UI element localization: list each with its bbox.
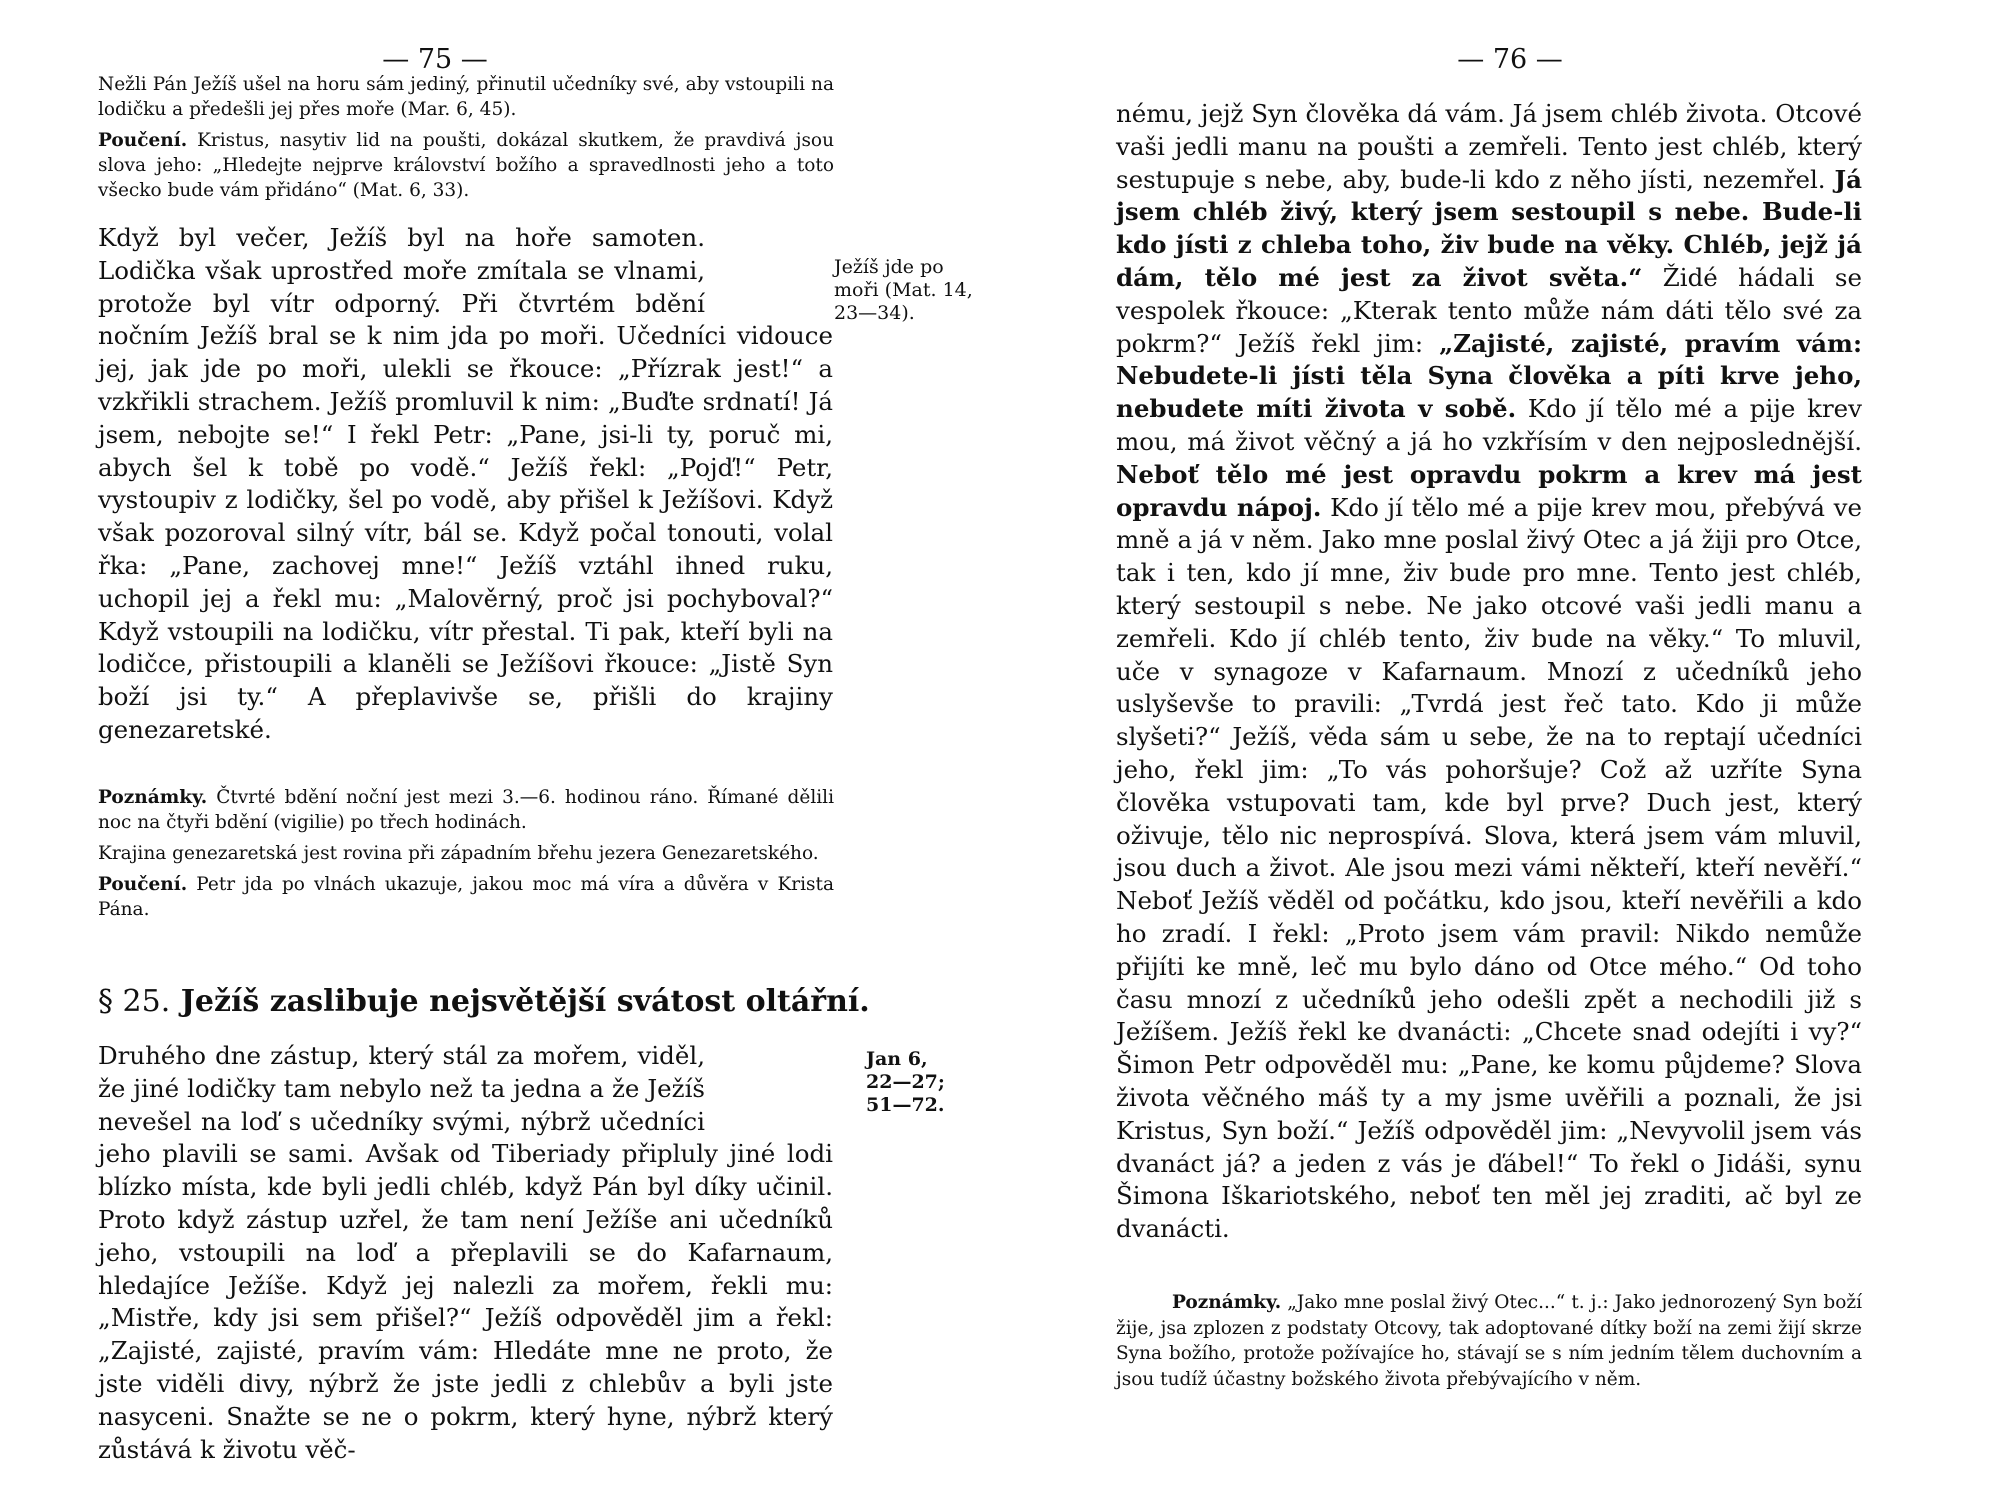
section-paragraph	[98, 1040, 833, 1466]
section-heading	[98, 982, 870, 1022]
margin-reference-2: Jan 6, 22—27; 51—72.	[866, 1048, 945, 1116]
bold-segment-3: Neboť tělo mé jest opravdu pokrm a krev má jest opravdu nápoj.	[1116, 459, 1862, 522]
margin-spacer-2	[705, 1040, 833, 1138]
right-page	[997, 0, 1994, 1500]
story-column	[98, 222, 833, 747]
bold-segment-1: Já jsem chléb živý, který jsem sestoupil s nebe. Bude-li kdo jísti z chleba toho, živ bude na věky. Chléb, jejž já dám, tělo mé jest za život světa.“	[1116, 164, 1862, 292]
pouceni-text-2: Petr jda po vlnách ukazuje, jakou moc má víra a důvěra v Krista Pána.	[98, 874, 834, 920]
text-segment-3: Kdo jí tělo mé a pije krev mou, má život věčný a já ho vzkřísím v den nejposlednější.	[1116, 394, 1862, 456]
section-number: § 25.	[98, 984, 171, 1019]
poznamky-label: Poznámky.	[1172, 1292, 1282, 1313]
pouceni-note	[98, 128, 834, 203]
main-paragraph	[1116, 98, 1862, 1246]
section-column	[98, 1040, 833, 1466]
poznamky-note	[98, 785, 834, 835]
margin-spacer	[705, 222, 833, 312]
bold-segment-2: „Zajisté, zajisté, pravím vám: Nebudete-li jísti těla Syna člověka a píti krve jeho, nebudete míti života v sobě.	[1116, 328, 1863, 424]
poznamky-label: Poznámky.	[98, 787, 208, 808]
text-segment-4: Kdo jí tělo mé a pije krev mou, přebývá ve mně a já v něm. Jako mne poslal živý Otec a já žiji pro Otce, tak i ten, kdo jí mne, živ bude pro mne. Tento jest chléb, který sestoupil s nebe. Ne jako otcové vaši jedli manu a zemřeli. Kdo jí chléb tento, živ bude na věky.“ To mluvil, uče v synagoze v Kafarnaum. Mnozí z učedníků jeho uslyševše to pravili: „Tvrdá jest řeč tato. Kdo ji může slyšeti?“ Ježíš, věda sám u sebe, že na to reptají učedníci jeho, řekl jim: „To vás pohoršuje? Což až uzříte Syna člověka vstupovati tam, kde byl prve? Duch jest, který oživuje, tělo nic neprospívá. Slova, která jsem vám mluvil, jsou duch a život. Ale jsou mezi vámi někteří, kteří nevěří.“ Neboť Ježíš věděl od počátku, kdo jsou, kteří nevěřili a kdo ho zradí. I řekl: „Proto jsem vám pravil: Nikdo nemůže přijíti ke mně, leč mu bylo dáno od Otce mého.“ Od toho času mnozí z učedníků jeho odešli zpět a nechodili již s Ježíšem. Ježíš řekl ke dvanácti: „Chcete snad odejíti i vy?“ Šimon Petr odpověděl mu: „Pane, ke komu půjdeme? Slova života věčného máš ty a my jsme uvěřili a poznali, že jsi Kristus, Syn boží.“ Ježíš odpověděl jim: „Nevyvolil jsem vás dvanáct já? a jeden z vás je ďábel!“ To řekl o Jidáši, synu Šimona Iškariotského, neboť ten měl jej zraditi, ač byl ze dvanácti.	[1116, 492, 1862, 1244]
notes-block	[98, 785, 834, 928]
pouceni-text: Kristus, nasytiv lid na poušti, dokázal skutkem, že pravdivá jsou slova jeho: „Hledejte nejprve království božího a spravedlnosti jeho a toto všecko bude vám přidáno“ (Mat. 6, 33).	[98, 130, 834, 201]
poznamky-note	[1116, 1290, 1862, 1392]
pouceni-note-2	[98, 872, 834, 922]
story-paragraph	[98, 222, 833, 747]
text-segment-2: Židé hádali se vespolek řkouce: „Kterak tento může nám dáti tělo své za pokrm?“ Ježíš řekl jim:	[1116, 262, 1862, 358]
krajina-note: Krajina genezaretská jest rovina při západním břehu jezera Genezaretského.	[98, 843, 819, 864]
left-column	[98, 72, 834, 209]
right-notes	[1116, 1290, 1862, 1392]
section-text: Druhého dne zástup, který stál za mořem, viděl, že jiné lodičky tam nebylo než ta jedna a že Ježíš nevešel na loď s učedníky svými, nýbrž učedníci jeho plavili se sami. Avšak od Tiberiady připluly jiné lodi blízko místa, kde byli jedli chléb, když Pán byl díky učinil. Proto když zástup uzřel, že tam není Ježíše ani učedníků jeho, vstoupili na loď a přeplavili se do Kafarnaum, hledajíce Ježíše. Když jej nalezli za mořem, řekli mu: „Mistře, kdy jsi sem přišel?“ Ježíš odpověděl jim a řekl: „Zajisté, zajisté, pravím vám: Hledáte mne ne proto, že jste viděli divy, nýbrž že jste jedli z chlebův a byli jste nasyceni. Snažte se ne o pokrm, který hyne, nýbrž který zůstává k životu věč-	[98, 1041, 833, 1464]
intro-note: Nežli Pán Ježíš ušel na horu sám jediný, přinutil učedníky své, aby vstoupili na lodičku a předešli jej přes moře (Mar. 6, 45).	[98, 74, 834, 120]
pouceni-label-2: Poučení.	[98, 874, 188, 895]
page-number: — 76 —	[1457, 44, 1563, 75]
page-number: — 75 —	[382, 44, 488, 75]
story-text: Když byl večer, Ježíš byl na hoře samoten. Lodička však uprostřed moře zmítala se vlnami, protože byl vítr odporný. Při čtvrtém bdění nočním Ježíš bral se k nim jda po moři. Učedníci vidouce jej, jak jde po moři, ulekli se řkouce: „Přízrak jest!“ a vzkřikli strachem. Ježíš promluvil k nim: „Buďte srdnatí! Já jsem, nebojte se!“ I řekl Petr: „Pane, jsi-li ty, poruč mi, abych šel k tobě po vodě.“ Ježíš řekl: „Pojď!“ Petr, vystoupiv z lodičky, šel po vodě, aby přišel k Ježíšovi. Když však pozoroval silný vítr, bál se. Když počal tonouti, volal řka: „Pane, zachovej mne!“ Ježíš vztáhl ihned ruku, uchopil jej a řekl mu: „Malověrný, proč jsi pochyboval?“ Když vstoupili na lodičku, vítr přestal. Ti pak, kteří byli na lodičce, přistoupili a klaněli se Ježíšovi řkouce: „Jistě Syn boží jsi ty.“ A přeplavivše se, přišli do krajiny genezaretské.	[98, 223, 833, 744]
poznamky-text: Čtvrté bdění noční jest mezi 3.—6. hodinou ráno. Římané dělili noc na čtyři bdění (vigilie) po třech hodinách.	[98, 787, 834, 833]
section-title: Ježíš zaslibuje nejsvětější svátost oltářní.	[170, 984, 870, 1019]
section-heading-block	[98, 982, 870, 1022]
pouceni-label: Poučení.	[98, 130, 188, 151]
margin-reference: Ježíš jde po moři (Mat. 14, 23—34).	[834, 256, 973, 324]
right-column	[1116, 98, 1862, 1246]
text-segment-1: nému, jejž Syn člověka dá vám. Já jsem chléb života. Otcové vaši jedli manu na poušti a zemřeli. Tento jest chléb, který sestupuje s nebe, aby, bude-li kdo z něho jísti, nezemřel.	[1116, 99, 1862, 194]
poznamky-text: „Jako mne poslal živý Otec...“ t. j.: Jako jednorozený Syn boží žije, jsa zplozen z podstaty Otcovy, tak adoptované dítky boží na zemi žijí skrze Syna božího, protože požívajíce ho, stávají se s ním jedním tělem duchovním a jsou tudíž účastny božského života přebývajícího v něm.	[1116, 1292, 1862, 1390]
